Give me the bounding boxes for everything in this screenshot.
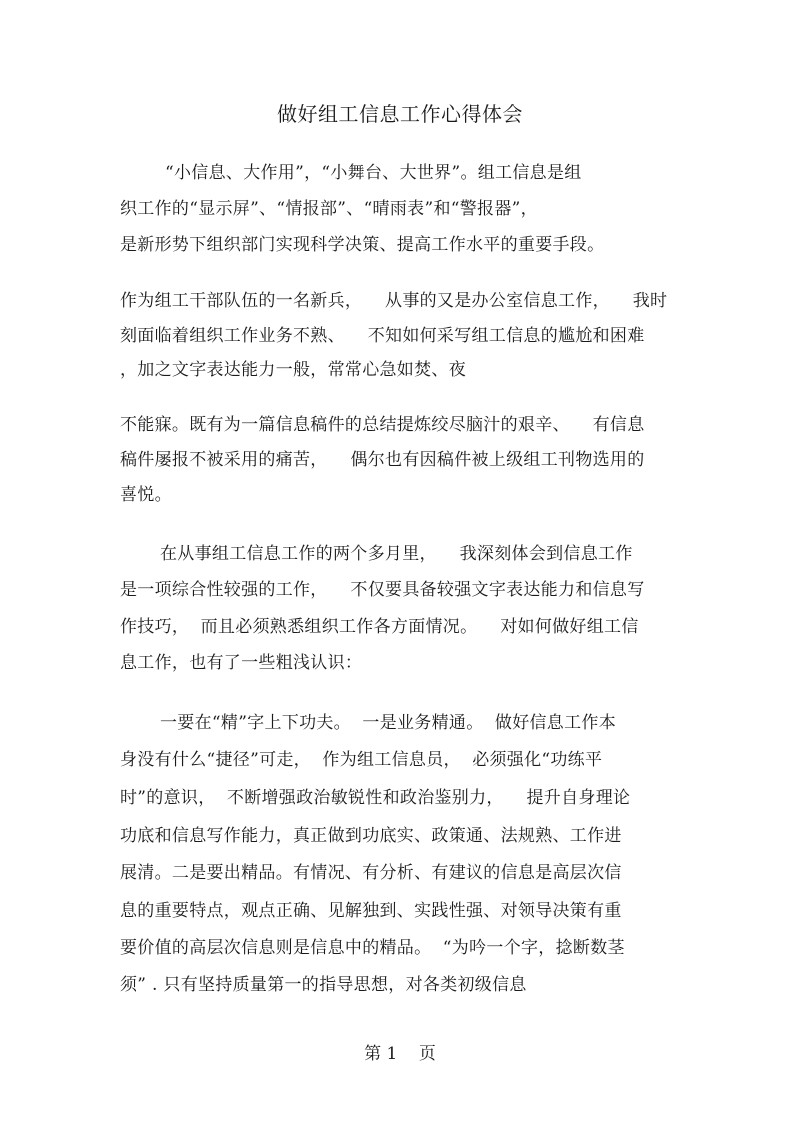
paragraph-3-line-3: 喜悦。 — [120, 485, 172, 505]
paragraph-5-line-2: 身没有什么“捷径”可走， 作为组工信息员， 必须强化“功练平 — [120, 750, 603, 770]
paragraph-3-line-2: 稿件屡报不被采用的痛苦， 偶尔也有因稿件被上级组工刊物选用的 — [120, 450, 645, 470]
paragraph-1-line-1: “小信息、大作用”，“小舞台、大世界”。组工信息是组 — [165, 163, 582, 183]
paragraph-5-line-7: 要价值的高层次信息则是信息中的精品。 “为吟一个字，捻断数茎 — [120, 938, 625, 958]
paragraph-4-line-1: 在从事组工信息工作的两个多月里， 我深刻体会到信息工作 — [160, 544, 633, 564]
page-number-footer: 第 1 页 — [364, 1044, 436, 1064]
paragraph-4-line-4: 息工作，也有了一些粗浅认识： — [120, 653, 363, 673]
paragraph-1-line-3: 是新形势下组织部门实现科学决策、提高工作水平的重要手段。 — [120, 235, 605, 255]
paragraph-2-line-1: 作为组工干部队伍的一名新兵， 从事的又是办公室信息工作， 我时 — [120, 291, 668, 311]
paragraph-2-line-3: ，加之文字表达能力一般，常常心急如焚、夜 — [120, 360, 466, 380]
paragraph-5-line-4: 功底和信息写作能力，真正做到功底实、政策通、法规熟、工作进 — [120, 826, 622, 846]
paragraph-5-line-6: 息的重要特点，观点正确、见解独到、实践性强、对领导决策有重 — [120, 901, 622, 921]
paragraph-5-line-1: 一要在“精”字上下功夫。 一是业务精通。 做好信息工作本 — [160, 713, 616, 733]
paragraph-4-line-3: 作技巧， 而且必须熟悉组织工作各方面情况。 对如何做好组工信 — [120, 617, 639, 637]
page-title: 做好组工信息工作心得体会 — [277, 102, 523, 126]
paragraph-2-line-2: 刻面临着组织工作业务不熟、 不知如何采写组工信息的尴尬和困难 — [120, 326, 645, 346]
paragraph-5-line-8: 须” . 只有坚持质量第一的指导思想，对各类初级信息 — [120, 975, 527, 995]
paragraph-4-line-2: 是一项综合性较强的工作， 不仅要具备较强文字表达能力和信息写 — [120, 580, 645, 600]
paragraph-5-line-3: 时”的意识， 不断增强政治敏锐性和政治鉴别力， 提升自身理论 — [120, 788, 631, 808]
paragraph-5-line-5: 展清。二是要出精品。有情况、有分析、有建议的信息是高层次信 — [120, 863, 622, 883]
paragraph-1-line-2: 织工作的“显示屏”、“情报部”、“晴雨表”和“警报器”， — [120, 199, 538, 219]
paragraph-3-line-1: 不能寐。既有为一篇信息稿件的总结提炼绞尽脑汁的艰辛、 有信息 — [120, 415, 645, 435]
